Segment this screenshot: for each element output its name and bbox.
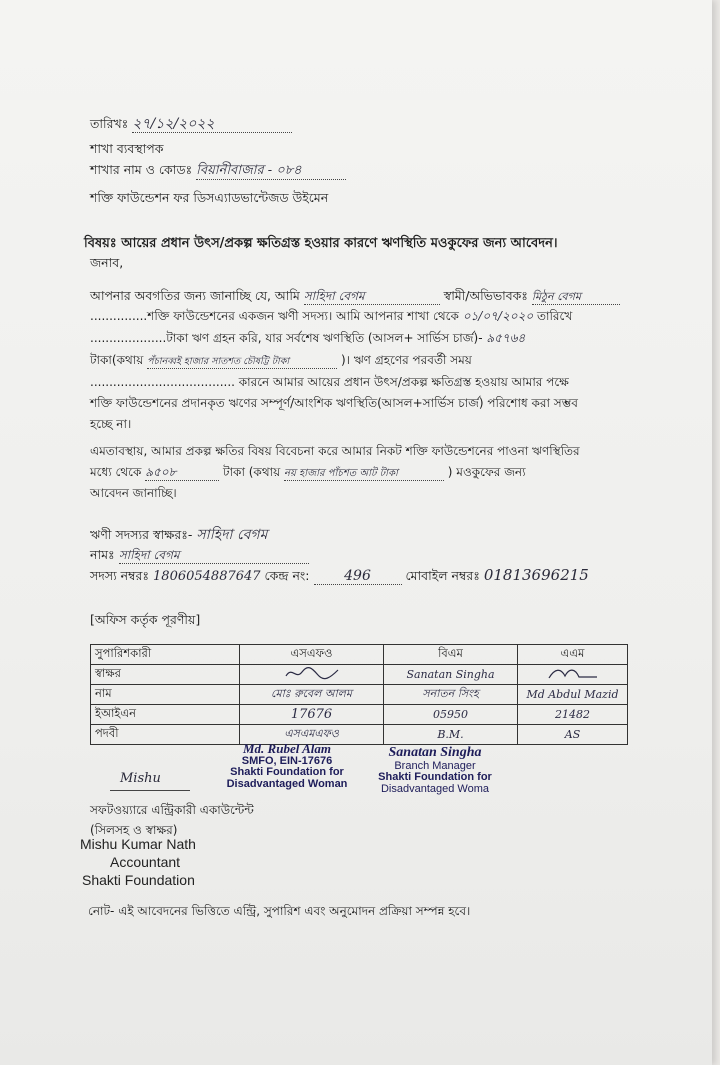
para2-text: টাকা (কথায় bbox=[223, 465, 281, 479]
stamp-name: Md. Rubel Alam bbox=[242, 741, 331, 756]
sfo-designation: এসএমএফও bbox=[240, 725, 384, 745]
stamp-line: Shakti Foundation for bbox=[230, 766, 344, 779]
branch-line bbox=[90, 163, 346, 180]
member-signature-line bbox=[90, 527, 267, 543]
accountant-role-label: সফটওয়্যারে এন্ট্রিকারী একাউন্টেন্ট bbox=[90, 803, 254, 817]
stamp-line: Shakti Foundation for bbox=[378, 771, 492, 784]
accountant-name: Mishu Kumar Nath bbox=[80, 836, 196, 852]
para1-line7: হচ্ছে না। bbox=[90, 417, 132, 431]
note-line: নোট- এই আবেদনের ভিত্তিতে এন্ট্রি, সুপারিশ এবং অনুমোদন প্রক্রিয়া সম্পন্ন হবে। bbox=[88, 904, 471, 918]
accountant-seal-label: (সিলসহ ও স্বাক্ষর) bbox=[90, 823, 178, 837]
member-number-label: সদস্য নম্বরঃ bbox=[90, 568, 150, 583]
para1-line1 bbox=[90, 289, 620, 305]
date-line bbox=[90, 116, 292, 133]
table-header-row bbox=[91, 645, 628, 665]
member-number-value: 1806054887647 bbox=[153, 569, 261, 584]
sfo-name: মোঃ রুবেল আলম bbox=[240, 685, 384, 705]
office-use-heading: [অফিস কর্তৃক পূরণীয়] bbox=[90, 612, 201, 627]
center-label: কেন্দ্র নং: bbox=[264, 568, 310, 583]
para2-text: ) মওকুফের জন্য bbox=[447, 465, 526, 479]
column-header: বিএম bbox=[384, 645, 518, 665]
para1-line6: শক্তি ফাউন্ডেশনের প্রদানকৃত ঋণের সম্পূর্ণ/আংশিক ঋণস্থিতি(আসল+সার্ভিস চার্জ) পরিশোধ করা সম্ভব bbox=[90, 396, 578, 410]
member-name-label: নামঃ bbox=[90, 547, 115, 562]
signature-scribble-icon bbox=[543, 666, 603, 680]
column-header: এসএফও bbox=[240, 645, 384, 665]
member-name-handwritten: সাহিদা বেগম bbox=[304, 290, 440, 305]
stamp-line: Disadvantaged Woman bbox=[226, 777, 348, 790]
loan-date-handwritten: ০১/০৭/২০২০ bbox=[462, 309, 534, 323]
member-signature-label: ঋণী সদস্যর স্বাক্ষরঃ- bbox=[90, 527, 193, 542]
member-name-line bbox=[90, 548, 309, 564]
para1-line4 bbox=[90, 354, 472, 369]
office-approval-table bbox=[90, 644, 628, 745]
para1-text: ....................টাকা ঋণ গ্রহন করি, যার সর্বশেষ ঋণস্থিতি (আসল+ সার্ভিস চার্জ)- bbox=[90, 331, 483, 345]
column-header: এএম bbox=[518, 645, 628, 665]
organization-name: শক্তি ফাউন্ডেশন ফর ডিসএ্যাডভান্টেজড উইমেন bbox=[90, 190, 329, 205]
am-signature-cell bbox=[518, 665, 628, 685]
sfo-stamp bbox=[212, 742, 362, 790]
recipient-title: শাখা ব্যবস্থাপক bbox=[90, 141, 164, 156]
table-row bbox=[91, 685, 628, 705]
signature-underline bbox=[110, 790, 190, 791]
accountant-organization: Shakti Foundation bbox=[82, 872, 195, 888]
para1-line3 bbox=[90, 332, 525, 346]
stamp-line: SMFO, EIN-17676 bbox=[241, 754, 333, 767]
mobile-label: মোবাইল নম্বরঃ bbox=[405, 568, 480, 583]
para1-text: টাকা(কথায় bbox=[90, 353, 144, 367]
guardian-label: স্বামী/অভিভাবকঃ bbox=[443, 288, 528, 303]
member-number-line bbox=[90, 567, 589, 585]
sfo-ein: 17676 bbox=[240, 705, 384, 725]
balance-handwritten: ৯৫৭৬৪ bbox=[486, 331, 526, 345]
para1-line5: ...................................... কারনে আমার আয়ের প্রধান উৎস/প্রকল্প ক্ষতিগ্রস্ত হওয়ায় আমার পক্ষে bbox=[90, 375, 569, 389]
salutation: জনাব, bbox=[90, 255, 124, 270]
am-ein: 21482 bbox=[518, 705, 628, 725]
branch-value: বিয়ানীবাজার - ০৮৪ bbox=[196, 164, 346, 180]
para1-text: )। ঋণ গ্রহণের পরবর্তী সময় bbox=[340, 353, 472, 367]
bm-stamp bbox=[370, 746, 500, 795]
bm-designation: B.M. bbox=[384, 725, 518, 745]
bm-name: সনাতন সিংহ bbox=[384, 685, 518, 705]
para2-text: মধ্যে থেকে bbox=[90, 465, 142, 479]
para2-line3: আবেদন জানাচ্ছি। bbox=[90, 486, 177, 500]
sfo-signature-cell bbox=[240, 665, 384, 685]
stamp-name: Sanatan Singha bbox=[388, 745, 482, 760]
row-label: ইআইএন bbox=[91, 705, 240, 725]
accountant-signature: Mishu bbox=[120, 771, 161, 786]
para2-line2 bbox=[90, 466, 526, 481]
table-row bbox=[91, 665, 628, 685]
row-label: পদবী bbox=[91, 725, 240, 745]
branch-label: শাখার নাম ও কোডঃ bbox=[90, 162, 193, 177]
signature-scribble-icon bbox=[282, 666, 342, 680]
para1-text: তারিখে bbox=[537, 309, 573, 323]
mobile-value: 01813696215 bbox=[483, 566, 589, 584]
bm-signature: Sanatan Singha bbox=[384, 665, 518, 685]
balance-words-handwritten: পঁচানব্বই হাজার সাতশত চৌষট্টি টাকা bbox=[147, 357, 337, 369]
table-row bbox=[91, 705, 628, 725]
row-label: স্বাক্ষর bbox=[91, 665, 240, 685]
row-label: নাম bbox=[91, 685, 240, 705]
subject-line: বিষয়ঃ আয়ের প্রধান উৎস/প্রকল্প ক্ষতিগ্রস্ত হওয়ার কারণে ঋণস্থিতি মওকুফের জন্য আবেদন। bbox=[84, 236, 558, 251]
para1-text: ...............শক্তি ফাউন্ডেশনের একজন ঋণী সদস্য। আমি আপনার শাখা থেকে bbox=[90, 309, 459, 323]
waiver-amount-handwritten: ৯৫০৮ bbox=[145, 466, 219, 481]
para1-line2 bbox=[90, 310, 572, 324]
para1-text: আপনার অবগতির জন্য জানাচ্ছি যে, আমি bbox=[90, 288, 300, 303]
date-value: ২৭/১২/২০২২ bbox=[132, 116, 292, 133]
am-designation: AS bbox=[518, 725, 628, 745]
member-signature: সাহিদা বেগম bbox=[196, 527, 268, 543]
waiver-words-handwritten: নয় হাজার পাঁচশত আট টাকা bbox=[284, 468, 444, 481]
stamp-line: Branch Manager bbox=[394, 759, 476, 772]
member-name-value: সাহিদা বেগম bbox=[119, 549, 309, 564]
date-label: তারিখঃ bbox=[90, 116, 129, 131]
center-value: 496 bbox=[314, 568, 402, 585]
column-header: সুপারিশকারী bbox=[91, 645, 240, 665]
accountant-title: Accountant bbox=[110, 854, 181, 870]
para2-line1: এমতাবস্থায়, আমার প্রকল্প ক্ষতির বিষয় বিবেচনা করে আমার নিকট শক্তি ফাউন্ডেশনের পাওনা ঋণস্থিতির bbox=[90, 444, 580, 458]
am-name: Md Abdul Mazid bbox=[518, 685, 628, 705]
guardian-name-handwritten: মিঠুন বেগম bbox=[532, 291, 620, 305]
bm-ein: 05950 bbox=[384, 705, 518, 725]
stamp-line: Disadvantaged Woma bbox=[380, 782, 490, 795]
